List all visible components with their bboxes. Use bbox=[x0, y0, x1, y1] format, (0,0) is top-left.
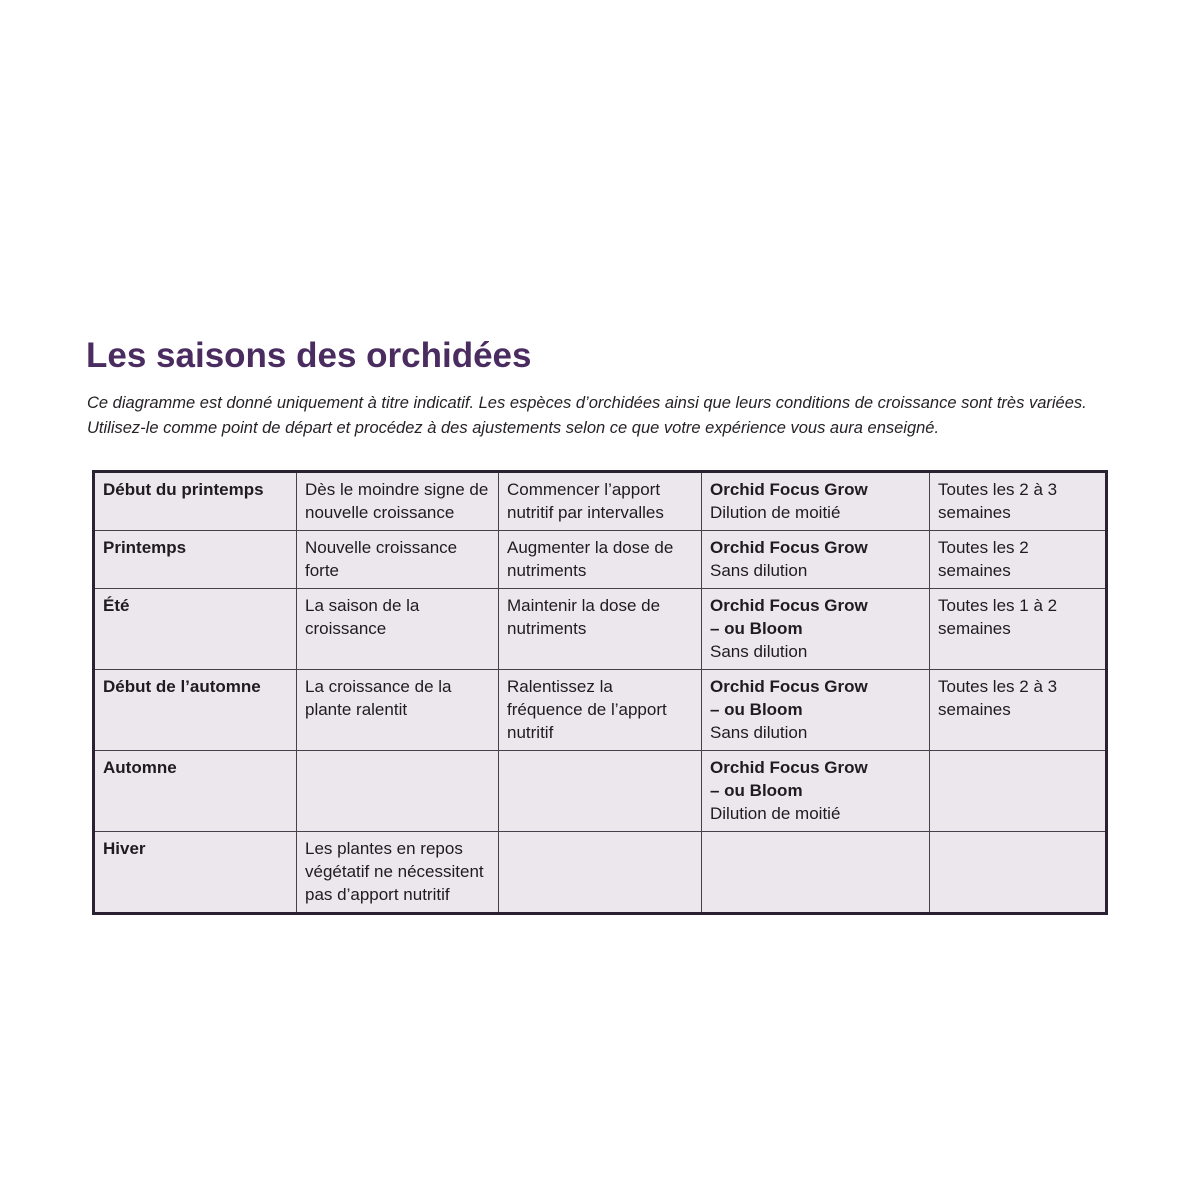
product-name: Orchid Focus Grow bbox=[710, 538, 868, 557]
table-row-spring bbox=[94, 531, 1107, 589]
season-cell: Automne bbox=[94, 751, 297, 832]
product-name: Orchid Focus Grow bbox=[710, 758, 868, 777]
intro-line-1: Ce diagramme est donné uniquement à titre indicatif. Les espèces d’orchidées ainsi que leurs conditions de croissance sont très variées. bbox=[87, 394, 1087, 412]
intro-line-2: Utilisez-le comme point de départ et procédez à des ajustements selon ce que votre expérience vous aura enseigné. bbox=[87, 419, 940, 437]
action-cell bbox=[499, 832, 702, 914]
product-cell bbox=[702, 589, 930, 670]
orchid-seasons-table bbox=[92, 470, 1108, 915]
product-dilution: Dilution de moitié bbox=[710, 503, 841, 522]
frequency-cell: Toutes les 2 semaines bbox=[930, 531, 1107, 589]
table-row-early-spring bbox=[94, 472, 1107, 531]
product-dilution: Sans dilution bbox=[710, 723, 808, 742]
table-row-winter bbox=[94, 832, 1107, 914]
growth-cell bbox=[297, 751, 499, 832]
frequency-cell: Toutes les 1 à 2 semaines bbox=[930, 589, 1107, 670]
product-dilution: Sans dilution bbox=[710, 642, 808, 661]
growth-cell: Nouvelle croissance forte bbox=[297, 531, 499, 589]
frequency-cell bbox=[930, 832, 1107, 914]
product-alt: – ou Bloom bbox=[710, 619, 803, 638]
product-cell bbox=[702, 832, 930, 914]
product-cell bbox=[702, 751, 930, 832]
action-cell bbox=[499, 751, 702, 832]
season-cell: Début de l’automne bbox=[94, 670, 297, 751]
action-cell: Ralentissez la fréquence de l’apport nutritif bbox=[499, 670, 702, 751]
season-cell: Hiver bbox=[94, 832, 297, 914]
product-alt: – ou Bloom bbox=[710, 781, 803, 800]
growth-cell: Les plantes en repos végétatif ne nécessitent pas d’apport nutritif bbox=[297, 832, 499, 914]
action-cell: Maintenir la dose de nutriments bbox=[499, 589, 702, 670]
action-cell: Augmenter la dose de nutriments bbox=[499, 531, 702, 589]
product-dilution: Sans dilution bbox=[710, 561, 808, 580]
intro-paragraph bbox=[87, 391, 1104, 441]
table-row-summer bbox=[94, 589, 1107, 670]
season-cell: Début du printemps bbox=[94, 472, 297, 531]
product-name: Orchid Focus Grow bbox=[710, 596, 868, 615]
product-cell bbox=[702, 472, 930, 531]
product-dilution: Dilution de moitié bbox=[710, 804, 841, 823]
product-name: Orchid Focus Grow bbox=[710, 480, 868, 499]
frequency-cell: Toutes les 2 à 3 semaines bbox=[930, 670, 1107, 751]
growth-cell: La saison de la croissance bbox=[297, 589, 499, 670]
frequency-cell bbox=[930, 751, 1107, 832]
product-cell bbox=[702, 670, 930, 751]
product-name: Orchid Focus Grow bbox=[710, 677, 868, 696]
frequency-cell: Toutes les 2 à 3 semaines bbox=[930, 472, 1107, 531]
product-alt: – ou Bloom bbox=[710, 700, 803, 719]
product-cell bbox=[702, 531, 930, 589]
growth-cell: La croissance de la plante ralentit bbox=[297, 670, 499, 751]
table-row-autumn bbox=[94, 751, 1107, 832]
season-cell: Printemps bbox=[94, 531, 297, 589]
season-cell: Été bbox=[94, 589, 297, 670]
table-row-early-autumn bbox=[94, 670, 1107, 751]
growth-cell: Dès le moindre signe de nouvelle croissance bbox=[297, 472, 499, 531]
page-title: Les saisons des orchidées bbox=[86, 336, 532, 375]
action-cell: Commencer l’apport nutritif par intervalles bbox=[499, 472, 702, 531]
